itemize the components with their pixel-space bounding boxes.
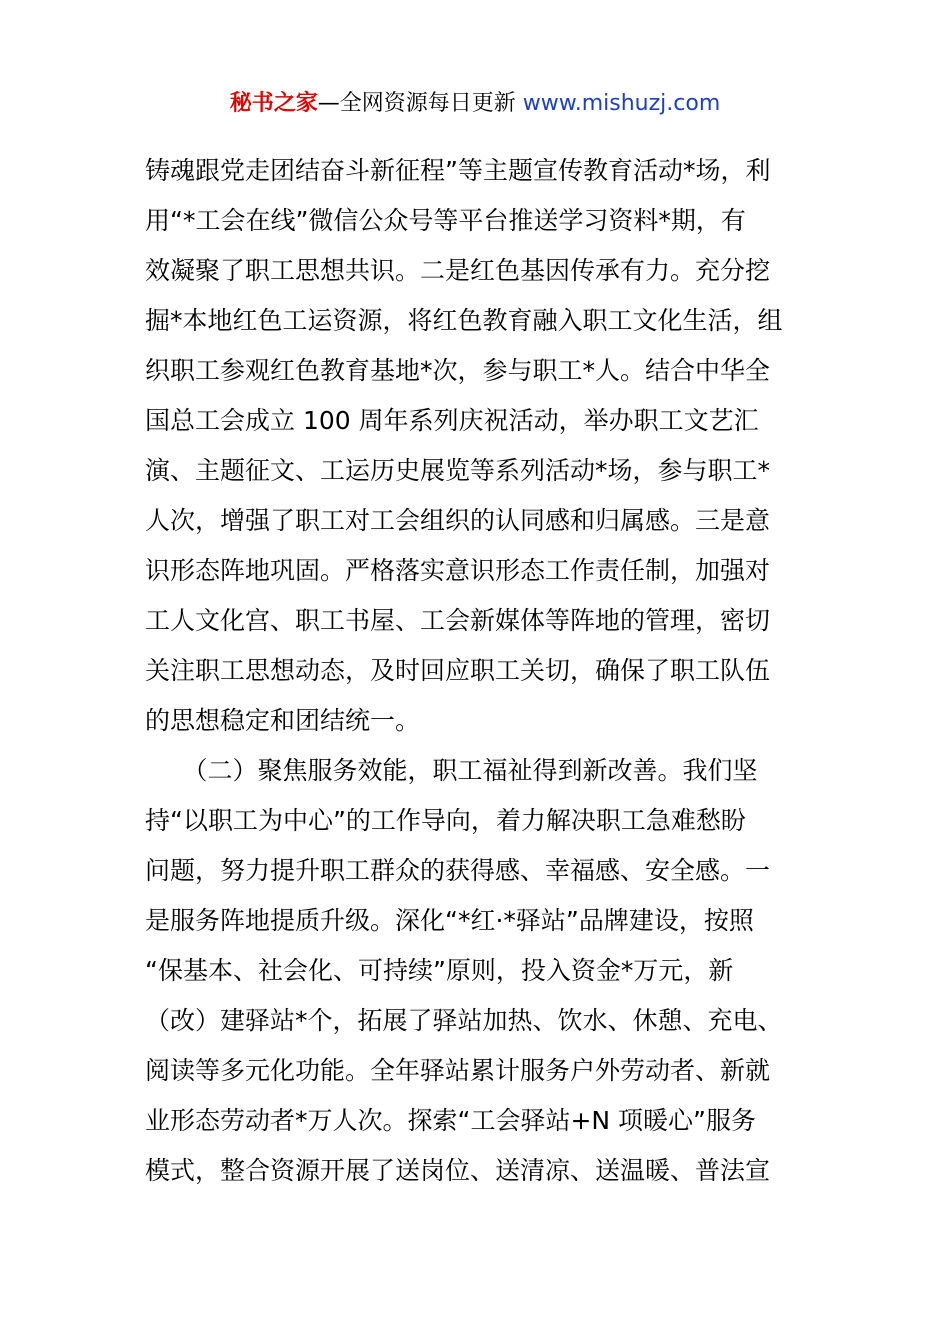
text-line: 业形态劳动者*万人次。探索“工会驿站+N 项暖心”服务: [145, 1106, 757, 1135]
text-line: 人次，增强了职工对工会组织的认同感和归属感。三是意: [145, 506, 771, 535]
text-line: 是服务阵地提质升级。深化“*红·*驿站”品牌建设，按照: [145, 906, 754, 935]
text-line: 铸魂跟党走团结奋斗新征程”等主题宣传教育活动*场，利: [145, 156, 771, 185]
text-line: 演、主题征文、工运历史展览等系列活动*场，参与职工*: [145, 456, 771, 485]
text-line: 用“*工会在线”微信公众号等平台推送学习资料*期，有: [145, 206, 746, 235]
text-line: 工人文化宫、职工书屋、工会新媒体等阵地的管理，密切: [145, 606, 771, 635]
text-line: 国总工会成立 100 周年系列庆祝活动，举办职工文艺汇: [145, 406, 759, 435]
text-line: 关注职工思想动态，及时回应职工关切，确保了职工队伍: [145, 656, 771, 685]
text-line: “保基本、社会化、可持续”原则，投入资金*万元，新: [145, 956, 734, 985]
text-line: 织职工参观红色教育基地*次，参与职工*人。结合中华全: [145, 356, 771, 385]
text-line: 模式，整合资源开展了送岗位、送清凉、送温暖、普法宣: [145, 1156, 771, 1185]
site-header: [0, 88, 950, 120]
text-line: 阅读等多元化功能。全年驿站累计服务户外劳动者、新就: [145, 1056, 771, 1085]
site-brand: 秘书之家: [229, 91, 318, 116]
document-body: [145, 146, 815, 1196]
text-line: 识形态阵地巩固。严格落实意识形态工作责任制，加强对: [145, 556, 771, 585]
site-url-link[interactable]: www.mishuzj.com: [522, 91, 721, 116]
text-line: 效凝聚了职工思想共识。二是红色基因传承有力。充分挖: [145, 256, 771, 285]
section-heading-line: （二）聚焦服务效能，职工福祉得到新改善。我们坚: [145, 756, 758, 785]
text-line: 掘*本地红色工运资源，将红色教育融入职工文化生活，组: [145, 306, 783, 335]
text-line: （改）建驿站*个，拓展了驿站加热、饮水、休憩、充电、: [145, 1006, 783, 1035]
site-tagline: —全网资源每日更新: [317, 91, 523, 116]
text-line: 问题，努力提升职工群众的获得感、幸福感、安全感。一: [145, 856, 771, 885]
text-line: 的思想稳定和团结统一。: [145, 706, 421, 735]
text-line: 持“以职工为中心”的工作导向，着力解决职工急难愁盼: [145, 806, 746, 835]
